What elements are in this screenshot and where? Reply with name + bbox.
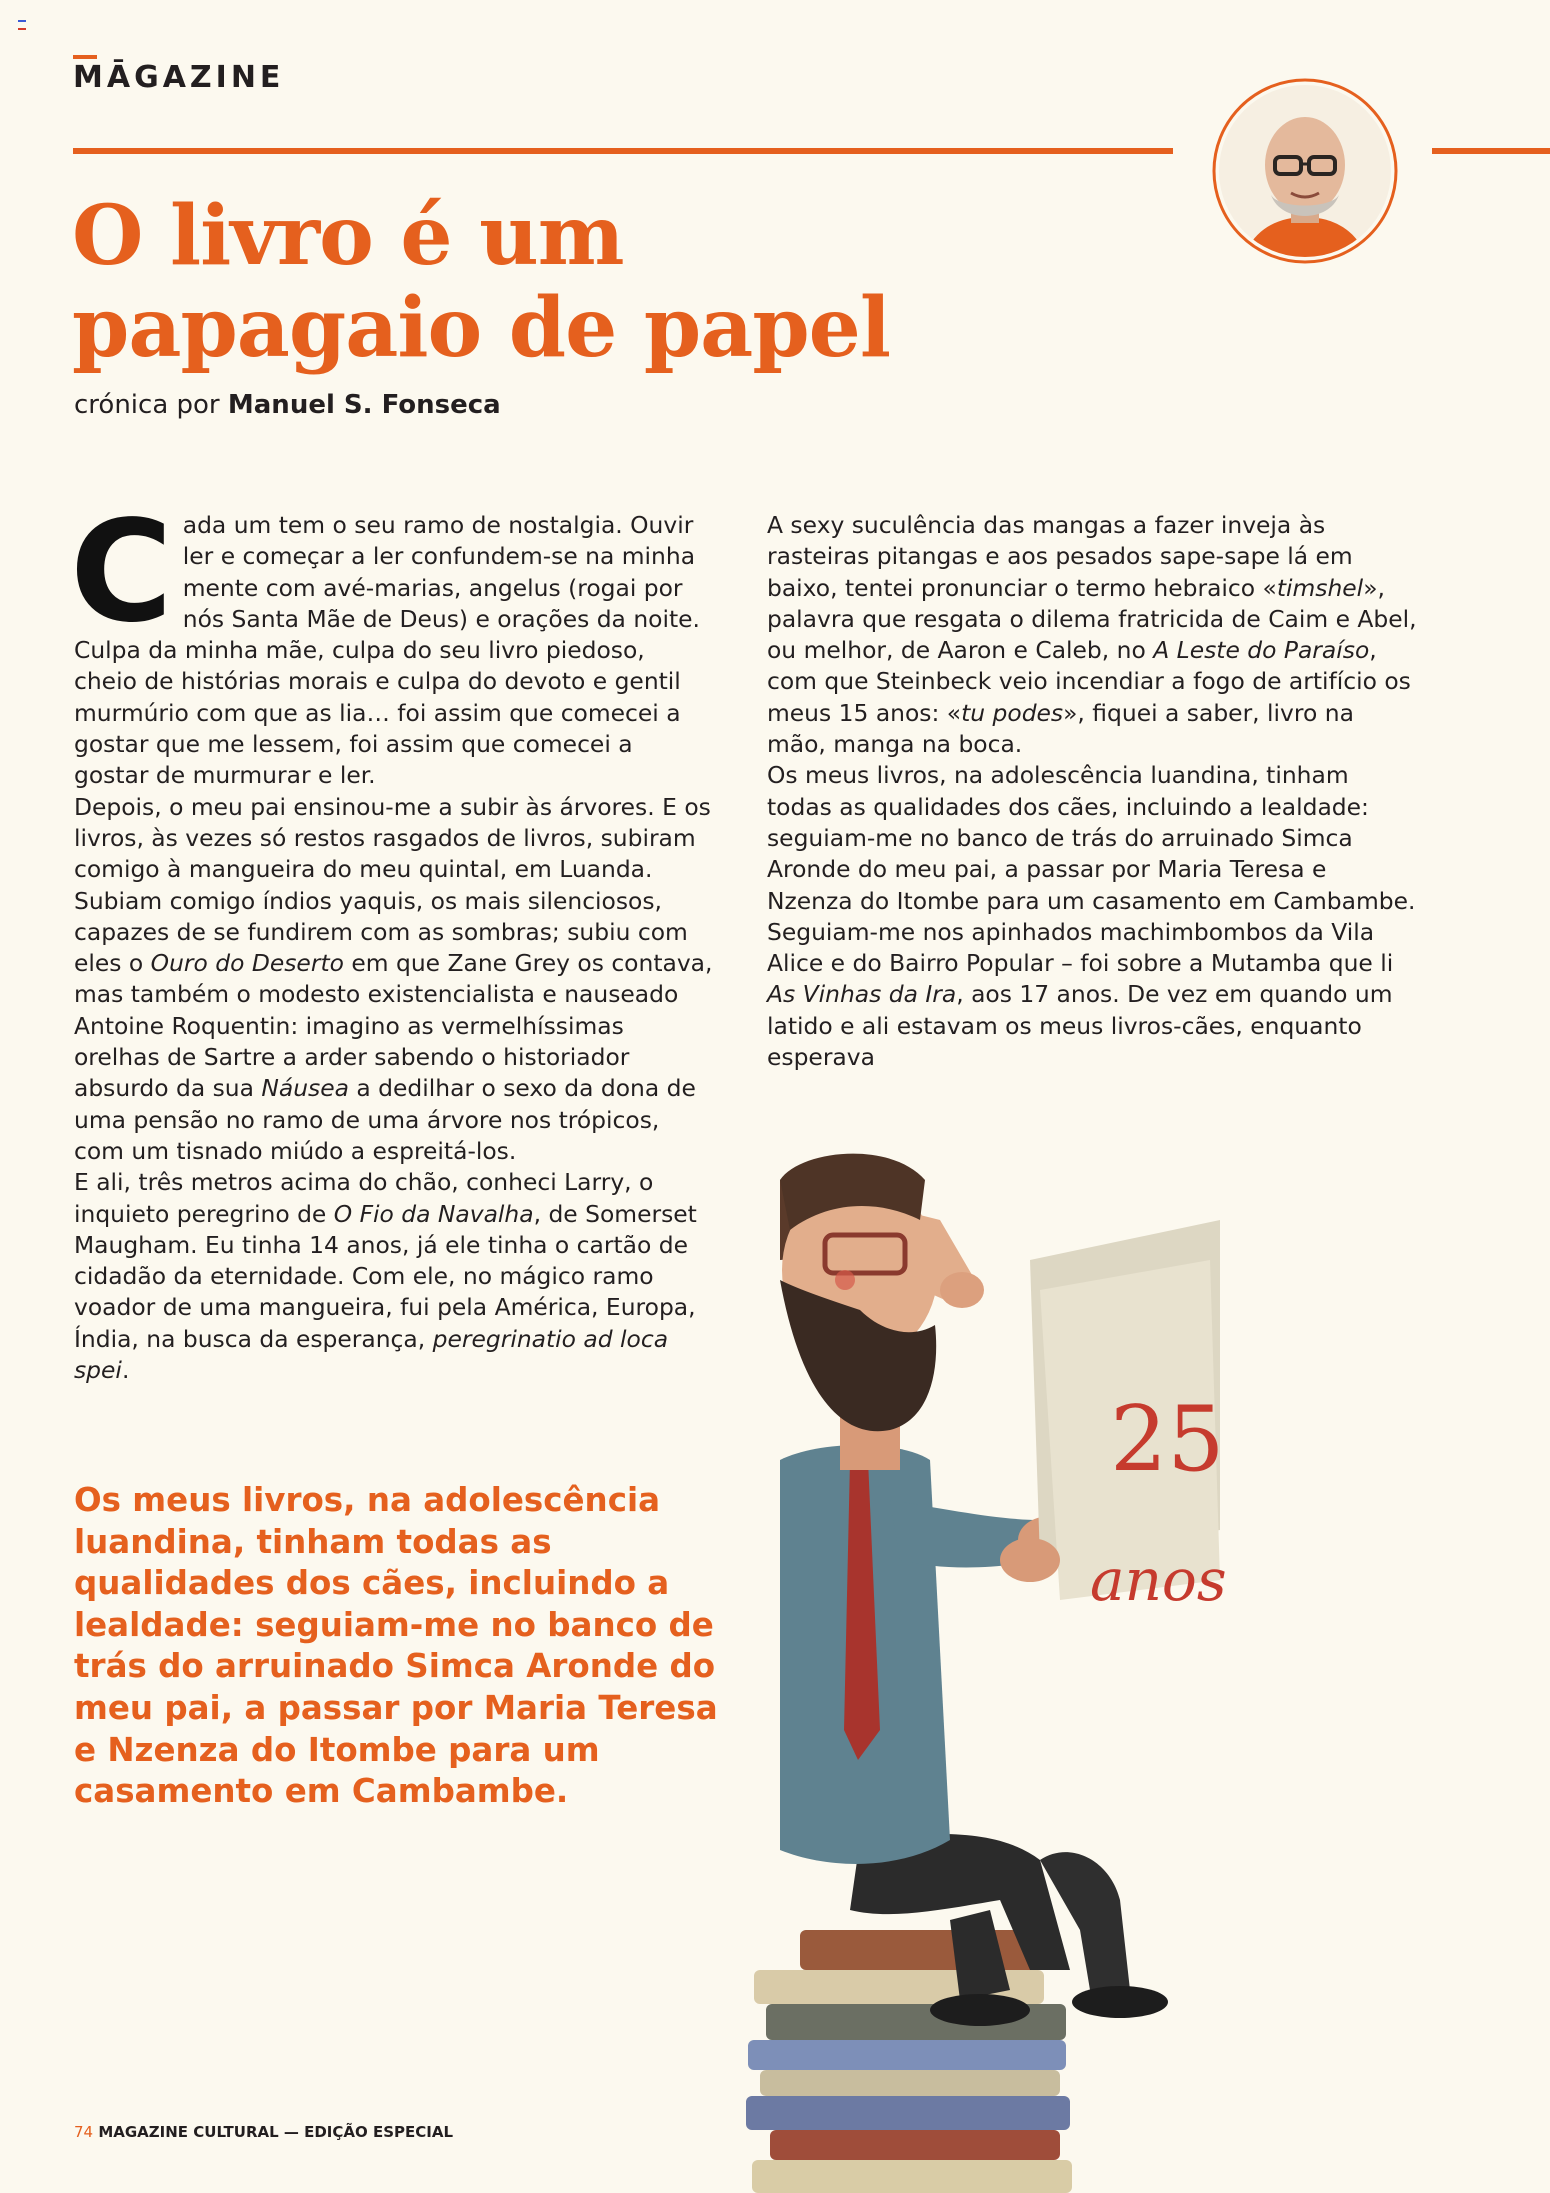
book-title: Náusea — [261, 1074, 349, 1103]
pull-quote: Os meus livros, na adolescência luandina, tinham todas as qualidades dos cães, incluindo a lealdade: seguiam-me no banco de trás do arruinado Simca Aronde do meu pai, a passar por Maria Teresa e Nzenza do Itombe para um casamento em Cambambe. — [74, 1481, 718, 1811]
byline-prefix: crónica por — [74, 390, 220, 420]
latin-phrase: peregrinatio ad loca spei — [74, 1324, 669, 1385]
page-number: 74 — [74, 2123, 94, 2141]
article-column-1 — [70, 491, 714, 1386]
drop-cap: C — [70, 491, 173, 654]
byline-author: Manuel S. Fonseca — [227, 390, 501, 420]
paragraph: Cada um tem o seu ramo de nostalgia. Ouvir ler e começar a ler confundem-se na minha mente com avé-marias, angelus (rogai por nós Santa Mãe de Deus) e orações da noite. Culpa da minha mãe, culpa do seu livro piedoso, cheio de histórias morais e culpa do devoto e gentil murmúrio com que as lia… foi assim que comecei a gostar que me lessem, foi assim que comecei a gostar de murmurar e ler. — [70, 491, 700, 790]
book-title: As Vinhas da Ira — [767, 980, 957, 1009]
paragraph: Subiam comigo índios yaquis, os mais silenciosos, capazes de se fundirem com as sombras; subiu com eles o Ouro do Deserto em que Zane Grey os contava, mas também o modesto existencialista e nauseado Antoine Roquentin: imagino as vermelhíssimas orelhas de Sartre a arder sabendo o historiador absurdo da sua Náusea a dedilhar o sexo da dona de uma pensão no ramo de uma árvore nos trópicos, com um tisnado miúdo a espreitá-los. — [74, 886, 713, 1165]
book-title: O Fio da Navalha — [333, 1199, 534, 1228]
paragraph: E ali, três metros acima do chão, conheci Larry, o inquieto peregrino de O Fio da Navalha, de Somerset Maugham. Eu tinha 14 anos, já ele tinha o cartão de cidadão da eternidade. Com ele, no mágico ramo voador de uma mangueira, fui pela América, Europa, Índia, na busca da esperança, peregrinatio ad loca spei. — [74, 1168, 697, 1385]
masthead — [73, 60, 284, 95]
newspaper-number: 25 — [1110, 1387, 1225, 1492]
masthead-title: MĀGAZINE — [73, 60, 285, 95]
header-rule-right — [1432, 148, 1550, 154]
reader-illustration — [740, 1140, 1450, 2193]
hebrew-word: timshel — [1276, 573, 1364, 602]
author-portrait — [1211, 77, 1399, 265]
header-rule-left — [73, 148, 1173, 154]
article-column-2 — [767, 510, 1417, 1073]
newspaper-word: anos — [1090, 1546, 1227, 1614]
masthead-accent-bar — [73, 55, 97, 59]
book-title: A Leste do Paraíso — [1153, 636, 1370, 665]
book-stack — [746, 1930, 1072, 2193]
page-footer — [74, 2123, 453, 2141]
paragraph: A sexy suculência das mangas a fazer inveja às rasteiras pitangas e aos pesados sape-sape lá em baixo, tentei pronunciar o termo hebraico «timshel», palavra que resgata o dilema fratricida de Caim e Abel, ou melhor, de Aaron e Caleb, no A Leste do Paraíso, com que Steinbeck veio incendiar a fogo de artifício os meus 15 anos: «tu podes», fiquei a saber, livro na mão, manga na boca. — [767, 511, 1417, 759]
corner-mark — [18, 20, 26, 30]
newspaper — [1030, 1220, 1227, 1614]
byline — [74, 390, 501, 420]
paragraph: Depois, o meu pai ensinou-me a subir às árvores. E os livros, às vezes só restos rasgados de livros, subiram comigo à mangueira do meu quintal, em Luanda. — [74, 792, 711, 884]
quoted-phrase: tu podes — [961, 698, 1064, 727]
paragraph: Os meus livros, na adolescência luandina, tinham todas as qualidades dos cães, incluindo a lealdade: seguiam-me no banco de trás do arruinado Simca Aronde do meu pai, a passar por Maria Teresa e Nzenza do Itombe para um casamento em Cambambe. Seguiam-me nos apinhados machimbombos da Vila Alice e do Bairro Popular – foi sobre a Mutamba que li As Vinhas da Ira, aos 17 anos. De vez em quando um latido e ali estavam os meus livros-cães, enquanto esperava — [767, 761, 1416, 1072]
article-headline: O livro é um papagaio de papel — [72, 188, 890, 376]
publication-name: MAGAZINE CULTURAL — EDIÇÃO ESPECIAL — [98, 2123, 454, 2141]
book-title: Ouro do Deserto — [150, 949, 344, 978]
